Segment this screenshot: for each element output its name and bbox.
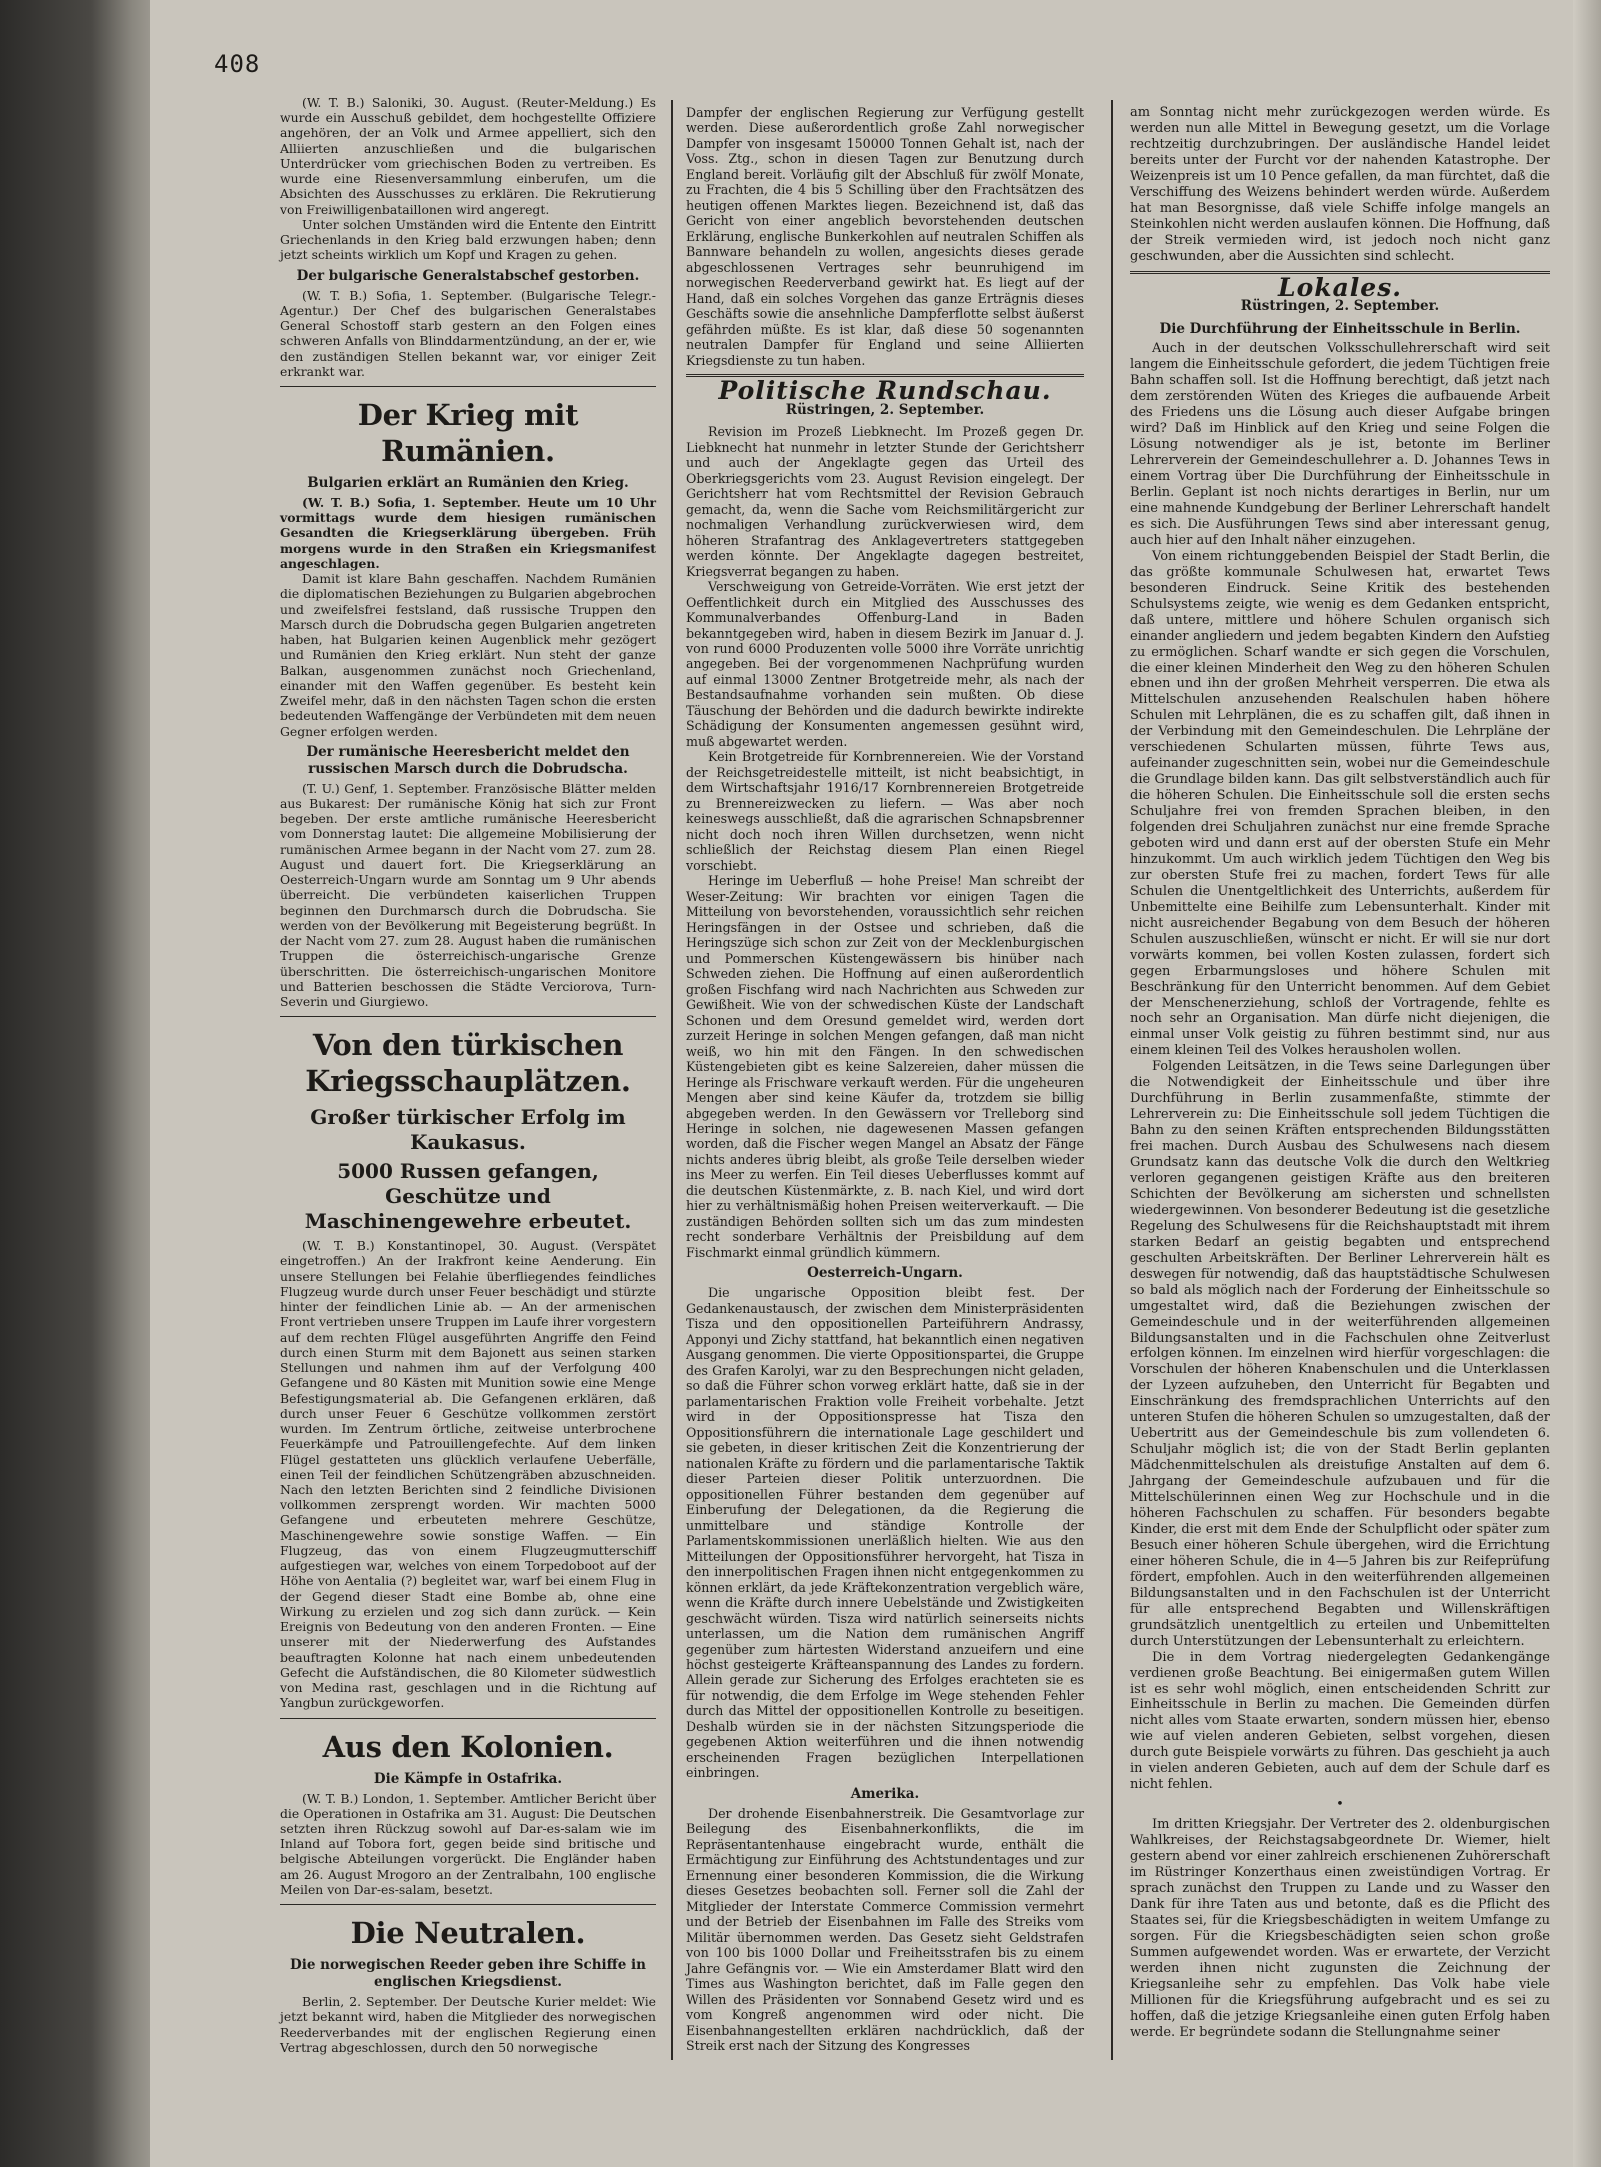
reeder-text: Berlin, 2. September. Der Deutsche Kurier meldet: Wie jetzt bekannt wird, haben die Mitglieder des norwegischen Reederverbandes mit der englischen Regierung einen Vertrag abgeschlossen, durch den 50 norwegische [280, 1994, 656, 2055]
headline-tuerkei: Von den türkischen Kriegsschauplätzen. [305, 1028, 631, 1099]
divider [280, 1718, 656, 1719]
getreide-text: Verschweigung von Getreide-Vorräten. Wie erst jetzt der Oeffentlichkeit durch ein Mitglied des Ausschusses des Kommunalverbandes Offenburg-Land in Baden bekanntgegeben wird, haben in diesem Bezirk im Januar d. J. von rund 6000 Produzenten volle 5000 ihre Vorräte unrichtig angegeben. Bei der vorgenommenen Nachprüfung wurden auf einmal 13000 Zentner Brotgetreide mehr, als nach der Bestandsaufnahme vorhanden sein mußten. Ob diese Täuschung der Behörden und die dadurch bewirkte indirekte Schädigung der Konsumenten angemessen gesühnt wird, muß abgewartet werden. [686, 579, 1084, 749]
ostafrika-text: (W. T. B.) London, 1. September. Amtlicher Bericht über die Operationen in Ostafrika am 31. August: Die Deutschen setzten ihren Rückzug sowohl auf Dar-es-salam wie im Inland auf Tobora fort, gegen beide sind britische und belgische Abteilungen vorgerückt. Die Engländer haben am 26. August Mrogoro an der Zentralbahn, 100 englische Meilen von Dar-es-salam, besetzt. [280, 1790, 656, 1897]
dampfer-text: Dampfer der englischen Regierung zur Verfügung gestellt werden. Diese außerordentlich große Zahl norwegischer Dampfer von insgesamt 150000 Tonnen Gehalt ist, nach der Voss. Ztg., schon in diesen Tagen zur Benutzung durch England bereit. Vorläufig gilt der Abschluß für zwölf Monate, zu Frachten, die 4 bis 5 Schilling über den Frachtsätzen des heutigen offenen Marktes liegen. Bezeichnend ist, daß das Gericht von einer angeblich bevorstehenden deutschen Erklärung, englische Bunkerkohlen auf neutralen Schiffen als Bannware behandeln zu wollen, angesichts dieses gerade abgeschlossenen Vertrages sehr beunruhigend im norwegischen Reederverband gewirkt hat. Es liegt auf der Hand, daß ein solches Vorgehen das ganze Erträgnis dieses Geschäfts sowie die ansehnliche Dampferflotte selbst äußerst gefährden müßte. Es ist klar, daß diese 50 sogenannten neutralen Dampfer für England und seine Alliierten Kriegsdienste zu tun haben. [686, 105, 1084, 368]
oesterreich-text: Die ungarische Opposition bleibt fest. Der Gedankenaustausch, der zwischen dem Ministerpräsidenten Tisza und den oppositionellen Parteiführern Andrassy, Apponyi und Zichy stattfand, hat bekanntlich einen negativen Ausgang genommen. Die vierte Oppositionspartei, die Gruppe des Grafen Karolyi, war zu den Besprechungen nicht geladen, so daß die Führer schon vorweg erklärt hatte, daß sie in der parlamentarischen Fraktion volle Freiheit vorbehalte. Jetzt wird in der Oppositionspresse hat Tisza den Oppositionsführern die internationale Lage geschildert und sie gebeten, in dieser kritischen Zeit die Konzentrierung der nationalen Kräfte zu fördern und die parlamentarische Taktik dieser Parteien dieser Politik unterzuordnen. Die oppositionellen Führer bestanden dem gegenüber auf Einberufung der Delegationen, da die Regierung die unmittelbare und ständige Kontrolle der Parlamentskommissionen unerläßlich hielten. Wie aus den Mitteilungen der Oppositionsführer hervorgeht, hat Tisza in den innerpolitischen Fragen ihnen nicht entgegenkommen zu können erklärt, da jede Kräftekonzentration vergeblich wäre, wenn die Kräfte durch innere Uebelstände und Zwistigkeiten geschwächt würden. Tisza wird natürlich seinerseits nichts unterlassen, um die Nation dem rumänischen Angriff gegenüber zum härtesten Widerstand anzueifern und eine höchst gesteigerte Kräfteanspannung des Landes zu fordern. Allein gerade zur Sicherung des Erfolges erachteten sie es für notwendig, die dem Erfolge im Wege stehenden Fehler durch das Mittel der oppositionellen Kontrolle zu beseitigen. Deshalb würden sie in der nächsten Sitzungsperiode die gegebenen Aktion weiterführen und die ihnen notwendig erscheinenden Fragen bezüglichen Interpellationen einbringen. [686, 1285, 1085, 1781]
einheitsschule-text-2: Von einem richtunggebenden Beispiel der Stadt Berlin, die das größte kommunale Schulwesen hat, erwartet Tews besonderen Eindruck. Seine Kritik des bestehenden Schulsystems zeigte, wie wenig es dem Gedanken entspricht, daß untere, mittlere und höhere Schulen organisch sich einander angliedern und jedem begabten Kindern den Aufstieg zu ermöglichen. Scharf wandte er sich gegen die Vorschulen, die einer kleinen Minderheit den Weg zu den höheren Schulen ebnen und ihn der großen Mehrheit versperren. Die etwa als Mittelschulen anzusehenden Realschulen haben höhere Schulen mit Lehrplänen, die es zu schaffen gilt, daß ihnen in der Verbindung mit den Gemeindeschulen. Die Lehrpläne der verschiedenen Schularten müssen, führte Tews aus, aufeinander zugeschnitten sein, wobei nur die Gemeindeschule die Grundlage bilden kann. Das gilt selbstverständlich auch für die höheren Schulen. Die Einheitsschule soll die ersten sechs Schuljahre frei von fremden Sprachen bleiben, in den folgenden drei Schuljahren zunächst nur eine fremde Sprache geboten wird und dann erst auf der obersten Stufe ein Mehr hinzukommt. Um auch wirklich jedem Tüchtigen den Weg bis zur obersten Stufe frei zu machen, fordert Tews für alle Schulen die Unentgeltlichkeit des Unterrichts, außerdem für Unbemittelte eine Beihilfe zum Lebensunterhalt. Kinder mit nicht ausreichender Begabung von dem Besuch der höheren Schulen auszuschließen, wünscht er nicht. Er will sie nur dort vorwärts kommen, bei vollen Kosten zulassen, fordert sich gegen Erbarmungsloses und höhere Schulen mit Beschränkung für den Unterricht benommen. Auf dem Gebiet der Menschenerziehung, schloß der Vortragende, fehlte es noch sehr an Organisation. Man dürfe nicht diejenigen, die einmal unser Volk geistig zu führen bestimmt sind, nur aus einem kleinen Teil des Volkes herausholen wollen. [1130, 548, 1550, 1059]
page-edge [1573, 0, 1601, 2167]
column-3 [1130, 105, 1550, 2040]
subheading-reeder: Die norwegischen Reeder geben ihre Schiffe in englischen Kriegsdienst. [290, 1957, 646, 1991]
subheading-ostafrika: Die Kämpfe in Ostafrika. [373, 1770, 563, 1787]
subheading-generalstabschef: Der bulgarische Generalstabschef gestorben. [296, 267, 640, 284]
subheading-oesterreich: Oesterreich-Ungarn. [807, 1265, 963, 1282]
column-1 [280, 95, 656, 2055]
column-rule-1 [671, 100, 673, 2060]
subheading-einheitsschule: Die Durchführung der Einheitsschule in Berlin. [1159, 321, 1521, 338]
headline-kolonien: Aus den Kolonien. [322, 1729, 614, 1764]
kornbrennereien-text: Kein Brotgetreide für Kornbrennereien. Wie der Vorstand der Reichsgetreidestelle mitteilt, ist nicht beabsichtigt, in dem Wirtschaftsjahr 1916/17 Kornbrennereien Brotgetreide zu Brennereizwecken zu liefern. — Was aber noch keineswegs ausschließt, daß die agrarischen Schnapsbrenner nicht doch noch ihren Willen durchsetzen, wenn nicht schließlich der Reichstag diesem Plan einen Riegel vorschiebt. [686, 749, 1084, 873]
divider [280, 386, 656, 387]
entente-comment: Unter solchen Umständen wird die Entente den Eintritt Griechenlands in den Krieg bald erzwungen haben; denn jetzt scheints wirklich um Kopf und Kragen zu gehen. [280, 216, 656, 263]
amerika-text: Der drohende Eisenbahnerstreik. Die Gesamtvorlage zur Beilegung des Eisenbahnerkonflikts, die im Repräsentantenhause eingebracht wurde, enthält die Ermächtigung zur Einführung des Achtstundentages und zur Ernennung einer besonderen Kommission, die die Wirkung dieses Gesetzes beobachten soll. Ferner soll die Zahl der Mitglieder der Interstate Commerce Commission vermehrt und der Betrieb der Eisenbahnen im Falle des Streiks vom Militär übernommen werden. Das Gesetz sieht Geldstrafen von 100 bis 1000 Dollar und Freiheitsstrafen bis zu einem Jahre Gefängnis vor. — Wie ein Amsterdamer Blatt wird den Times aus Washington berichtet, daß im Falle gegen den Willen des Präsidenten vor Sonnabend Gesetz wird und es vom Kongreß angenommen wird oder nicht. Die Eisenbahnangestellten erklären nachdrücklich, daß der Streik erst nach der Sitzung des Kongresses [686, 1805, 1084, 2054]
subheading-heeresbericht: Der rumänische Heeresbericht meldet den russischen Marsch durch die Dobrudscha. [306, 743, 630, 777]
dateline: Rüstringen, 2. September. [1240, 298, 1440, 315]
liebknecht-text: Revision im Prozeß Liebknecht. Im Prozeß gegen Dr. Liebknecht hat nunmehr in letzter Stunde der Gerichtsherr und auch der Angeklagte gegen das Urteil des Oberkriegsgerichts vom 23. August Revision eingelegt. Der Gerichtsherr hat vom Rechtsmittel der Revision Gebrauch gemacht, da, wenn die Sache vom Reichsmilitärgericht zur nochmaligen Verhandlung zurückverwiesen wird, dem höheren Strafantrag des Anklagevertreters stattgegeben werden könnte. Der Angeklagte dagegen bestreitet, Kriegsverrat begangen zu haben. [686, 424, 1084, 579]
kriegsjahr-text: Im dritten Kriegsjahr. Der Vertreter des 2. oldenburgischen Wahlkreises, der Reichstagsabgeordnete Dr. Wiemer, hielt gestern abend vor einer zahlreich erschienenen Zuhörerschaft im Rüstringer Konzerthaus einen zweistündigen Vortrag. Er sprach zunächst den Truppen zu Lande und zu Wasser den Dank für ihre Taten aus und betonte, daß es die Pflicht des Staates sei, für die Kriegsbeschädigten in weitem Umfange zu sorgen. Für die Kriegsbeschädigten seien schon große Summen aufgewendet worden. Was er erwartete, der Verzicht werden ihnen nicht zugunsten die Zeichnung der Kriegsanleihe sehr zu empfehlen. Das Volk habe viele Millionen für die Kriegsführung aufgebracht und es sei zu hoffen, daß die jetzige Kriegsanleihe einen guten Erfolg haben werde. Er begründete sodann die Stellungnahme seiner [1130, 1817, 1550, 2040]
headline-neutralen: Die Neutralen. [350, 1916, 586, 1951]
column-rule-2 [1111, 100, 1113, 2060]
bulgarien-report: (W. T. B.) Sofia, 1. September. Heute um 10 Uhr vormittags wurde dem hiesigen rumänischen Gesandten die Kriegserklärung übergeben. Früh morgens wurde in den Straßen ein Kriegsmanifest angeschlagen. [280, 494, 656, 571]
einheitsschule-text-4: Die in dem Vortrag niedergelegten Gedankengänge verdienen große Beachtung. Bei einigermaßen gutem Willen ist es sehr wohl möglich, einen entscheidenden Schritt zur Einheitsschule in Berlin zu machen. Die Gemeinden dürfen nicht alles vom Staate erwarten, sondern müssen hier, ebenso wie auf vielen anderen Gebieten, selbst vorgehen, diesen durch gute Beispiele vorwärts zu führen. Das geschieht ja auch in vielen anderen Gebieten, auch auf dem der Schule darf es nicht fehlen. [1130, 1649, 1550, 1793]
page-number: 408 [214, 50, 261, 78]
einheitsschule-text-1: Auch in der deutschen Volksschullehrerschaft wird seit langem die Einheitsschule gefordert, die jedem Tüchtigen freie Bahn schaffen soll. Ist die Hoffnung berechtigt, daß jetzt nach dem zerstörenden Wüten des Krieges die aufbauende Arbeit des Friedens uns die Lösung auch dieser Aufgabe bringen wird? Daß im Hinblick auf den Krieg und seine Folgen die Lösung notwendiger als je ist, betonte im Berliner Lehrerverein der Gemeindeschullehrer a. D. Johannes Tews in einem Vortrag über Die Durchführung der Einheitsschule in Berlin. Geplant ist noch nichts derartiges in Berlin, nur um eine mahnende Kundgebung der Berliner Lehrerschaft handelt es sich. Die Ausführungen Tews sind aber interessant genug, auch hier auf den Inhalt näher einzugehen. [1130, 341, 1550, 548]
einheitsschule-text-3: Folgenden Leitsätzen, in die Tews seine Darlegungen über die Notwendigkeit der Einheitsschule und über ihre Durchführung in Berlin zusammenfaßte, stimmte der Lehrerverein zu: Die Einheitsschule soll jedem Tüchtigen die Bahn zu den seinen Kräften entsprechenden Bildungsstätten frei machen. Durch Ausbau des Schulwesens nach diesem Grundsatz kann das deutsche Volk die durch den Weltkrieg verloren gegangenen geistigen Kräfte aus den breiteren Schichten der Bevölkerung am sichersten und schnellsten wiedergewinnen. Von besonderer Bedeutung ist die gesetzliche Regelung des Schulwesens für die Reichshauptstadt mit ihrem starken Bedarf an geistig begabten und entsprechend geschulten Arbeitskräften. Der Berliner Lehrerverein hält es deswegen für notwendig, daß das hauptstädtische Schulwesen so bald als möglich nach der Forderung der Einheitsschule so umgestaltet wird, daß die Beziehungen zwischen der Gemeindeschule und in der weiterführenden allgemeinen Bildungsanstalten und in die Fachschulen ohne Zeitverlust erfolgen können. Im einzelnen wird hierfür vorgeschlagen: die Vorschulen der höheren Knabenschulen und die Unterklassen der Lyzeen aufzuheben, den Unterricht für Begabten und Einschränkung des fremdsprachlichen Unterrichts auf den unteren Stufen die höheren Schulen so umzugestalten, daß der Uebertritt aus der Gemeindeschule bis zum vollendeten 6. Schuljahr möglich ist; die von der Stadt Berlin geplanten Mädchenmittelschulen als dreistufige Anstalten auf dem 6. Jahrgang der Gemeindeschule aufzubauen und für die Mittelschülerinnen einen Weg zur Hochschule und in die höheren Fachschulen zu schaffen. Für besonders begabte Kinder, die erst mit dem Ende der Schulpflicht oder später zum Besuch einer höheren Schule übergehen, wird die Errichtung einer höheren Schule, die in 4—5 Jahren bis zur Reifeprüfung fördert, empfohlen. Auch in den weiterführenden allgemeinen Bildungsanstalten und in den Fachschulen ist der Unterricht für alle entsprechend Begabten und Willenskräftigen grundsätzlich unentgeltlich zu erteilen und Unbemittelten durch Unterstützungen der Lebensunterhalt zu erleichtern. [1130, 1059, 1550, 1649]
divider [280, 1904, 656, 1905]
headline-rundschau: Politische Rundschau. [718, 376, 1052, 406]
separator-mark: • [1336, 1797, 1344, 1813]
subheading-amerika: Amerika. [850, 1785, 920, 1802]
heeresbericht-text: (T. U.) Genf, 1. September. Französische Blätter melden aus Bukarest: Der rumänische König hat sich zur Front begeben. Der erste amtliche rumänische Heeresbericht vom Donnerstag lautet: Die allgemeine Mobilisierung der rumänischen Armee begann in der Nacht vom 27. zum 28. August und dauert fort. Die Kriegserklärung an Oesterreich-Ungarn wurde am Sonntag um 9 Uhr abends überreicht. Die verbündeten kaiserlichen Truppen beginnen den Durchmarsch durch die Dobrudscha. Sie werden von der Bevölkerung mit Begeisterung begrüßt. In der Nacht vom 27. zum 28. August haben die rumänischen Truppen die österreichisch-ungarische Grenze überschritten. Die österreichisch-ungarischen Monitore und Batterien beschossen die Städte Verciorova, Turn-Severin und Giurgiewo. [280, 780, 656, 1010]
column-2 [686, 105, 1084, 2054]
headline-lokales: Lokales. [1278, 272, 1402, 302]
dateline: Rüstringen, 2. September. [785, 401, 985, 418]
divider [280, 1016, 656, 1017]
headline-kaukasus: Großer türkischer Erfolg im Kaukasus. [310, 1105, 626, 1155]
generalstabschef-text: (W. T. B.) Sofia, 1. September. (Bulgarische Telegr.-Agentur.) Der Chef des bulgarischen Generalstabes General Schostoff starb gestern an den Folgen eines schweren Anfalls von Blinddarmentzündung, an der er, wie den zuständigen Stellen bekannt war, vor einiger Zeit erkrankt war. [280, 287, 656, 379]
book-binding [0, 0, 165, 2167]
headline-rumaenien: Der Krieg mit Rumänien. [357, 397, 579, 468]
tuerkei-text: (W. T. B.) Konstantinopel, 30. August. (Verspätet eingetroffen.) An der Irakfront keine Aenderung. Ein unsere Stellungen bei Felahie überfliegendes feindliches Flugzeug wurde durch unser Feuer beschädigt und stürzte hinter der feindlichen Linie ab. — An der armenischen Front vertrieben unsere Truppen im Laufe ihrer vorgestern auf dem rechten Flügel ausgeführten Angriffe den Feind durch einen Sturm mit dem Bajonett aus seinen starken Stellungen und nahmen ihm auf der Verfolgung 400 Gefangene und 80 Kästen mit Munition sowie eine Menge Befestigungsmaterial ab. Die Gefangenen erklären, daß durch unser Feuer 6 Geschütze vollkommen zerstört wurden. Im Zentrum örtliche, zeitweise unterbrochene Feuerkämpfe und Patrouillengefechte. Auf dem linken Flügel gestatteten uns glücklich verlaufene Ueberfälle, einen Teil der feindlichen Schützengräben abzuschneiden. Nach den letzten Berichten sind 2 feindliche Divisionen vollkommen zersprengt worden. Wir machten 5000 Gefangene und erbeuteten mehrere Geschütze, Maschinengewehre sowie sonstige Waffen. — Ein Flugzeug, das von einem Flugzeugmutterschiff aufgestiegen war, welches von einem Torpedoboot auf der Höhe von Aentalia (?) begleitet war, warf bei einem Flug in der Gegend dieser Stadt eine Bombe ab, ohne eine Wirkung zu erzielen und zog sich dann zurück. — Kein Ereignis von Bedeutung von den anderen Fronten. — Eine unserer mit der Niederwerfung des Aufstandes beauftragten Kolonne hat nach einem unbedeutenden Gefecht die Aufständischen, die 80 Kilometer südwestlich von Medina rast, geschlagen und in die Richtung auf Yangbun zurückgeworfen. [280, 1238, 656, 1711]
headline-russen: 5000 Russen gefangen, Geschütze und Maschinengewehre erbeutet. [304, 1159, 632, 1234]
saloniki-report: (W. T. B.) Saloniki, 30. August. (Reuter-Meldung.) Es wurde ein Ausschuß gebildet, dem hochgestellte Offiziere angehören, der an Volk und Armee appelliert, sich den Alliierten anzuschließen und die bulgarischen Unterdrücker vom griechischen Boden zu vertreiben. Es wurde eine Riesenversammlung einberufen, um die Absichten des Ausschusses zu erklären. Die Rekrutierung von Freiwilligenbataillonen wird angeregt. [280, 95, 656, 217]
bulgarien-comment: Damit ist klare Bahn geschaffen. Nachdem Rumänien die diplomatischen Beziehungen zu Bulgarien abgebrochen und zweifelsfrei festsland, daß russische Truppen den Marsch durch die Dobrudscha gegen Bulgarien angetreten haben, hat Bulgarien keinen Augenblick mehr gezögert und Rumänien den Krieg erklärt. Nun steht der ganze Balkan, ausgenommen zunächst noch Griechenland, einander mit den Waffen gegenüber. Es besteht kein Zweifel mehr, daß in den nächsten Tagen schon die ersten bedeutenden Waffengänge der Verbündeten mit dem neuen Gegner erfolgen werden. [280, 571, 656, 739]
streik-text: am Sonntag nicht mehr zurückgezogen werden würde. Es werden nun alle Mittel in Bewegung gesetzt, um die Vorlage rechtzeitig durchzubringen. Der ausländische Handel leidet bereits unter der Furcht vor der nahenden Katastrophe. Der Weizenpreis ist um 10 Pence gefallen, da man fürchtet, daß die Verschiffung des Weizens behindert werden würde. Außerdem hat man Besorgnisse, daß viele Schiffe infolge mangels an Steinkohlen nicht werden auslaufen können. Die Hoffnung, daß der Streik vermieden wird, ist jedoch noch nicht ganz geschwunden, aber die Aussichten sind schlecht. [1130, 105, 1551, 264]
subheading-bulgarien: Bulgarien erklärt an Rumänien den Krieg. [307, 474, 629, 491]
heringe-text: Heringe im Ueberfluß — hohe Preise! Man schreibt der Weser-Zeitung: Wir brachten vor einigen Tagen die Mitteilung von bevorstehenden, voraussichtlich sehr reichen Heringsfängen in der Ostsee und schrieben, daß die Heringszüge sich schon zur Zeit von der Mecklenburgischen und Pommerschen Küstengewässern bis hinüber nach Schweden ziehen. Die Hoffnung auf einen außerordentlich großen Fischfang wird nach Nachrichten aus Schweden zur Gewißheit. Wie von der schwedischen Küste der Landschaft Schonen und dem Oresund gemeldet wird, werden dort zurzeit Heringe in solchen Mengen gefangen, daß man nicht weiß, wo hin mit den Fängen. In den schwedischen Küstengebieten gibt es keine Salzereien, daher müssen die Heringe als Frischware verkauft werden. Für die ungeheuren Mengen aber sind keine Käufer da, trotzdem sie billig abgegeben werden. In den Gewässern vor Trelleborg sind Heringe in solchen, nie dagewesenen Massen gefangen worden, daß die Fischer wegen Mangel an Absatz der Fänge nichts anderes übrig bleibt, als große Teile derselben wieder ins Meer zu werfen. Ein Teil dieses Ueberflusses kommt auf die deutschen Küstenmärkte, z. B. nach Kiel, und wird dort hier zu verhältnismäßig hohen Preisen weiterverkauft. — Die zuständigen Behörden sollten sich um das zum mindesten recht sonderbare Verhältnis der Preisbildung auf dem Fischmarkt einmal gründlich kümmern. [686, 873, 1084, 1260]
